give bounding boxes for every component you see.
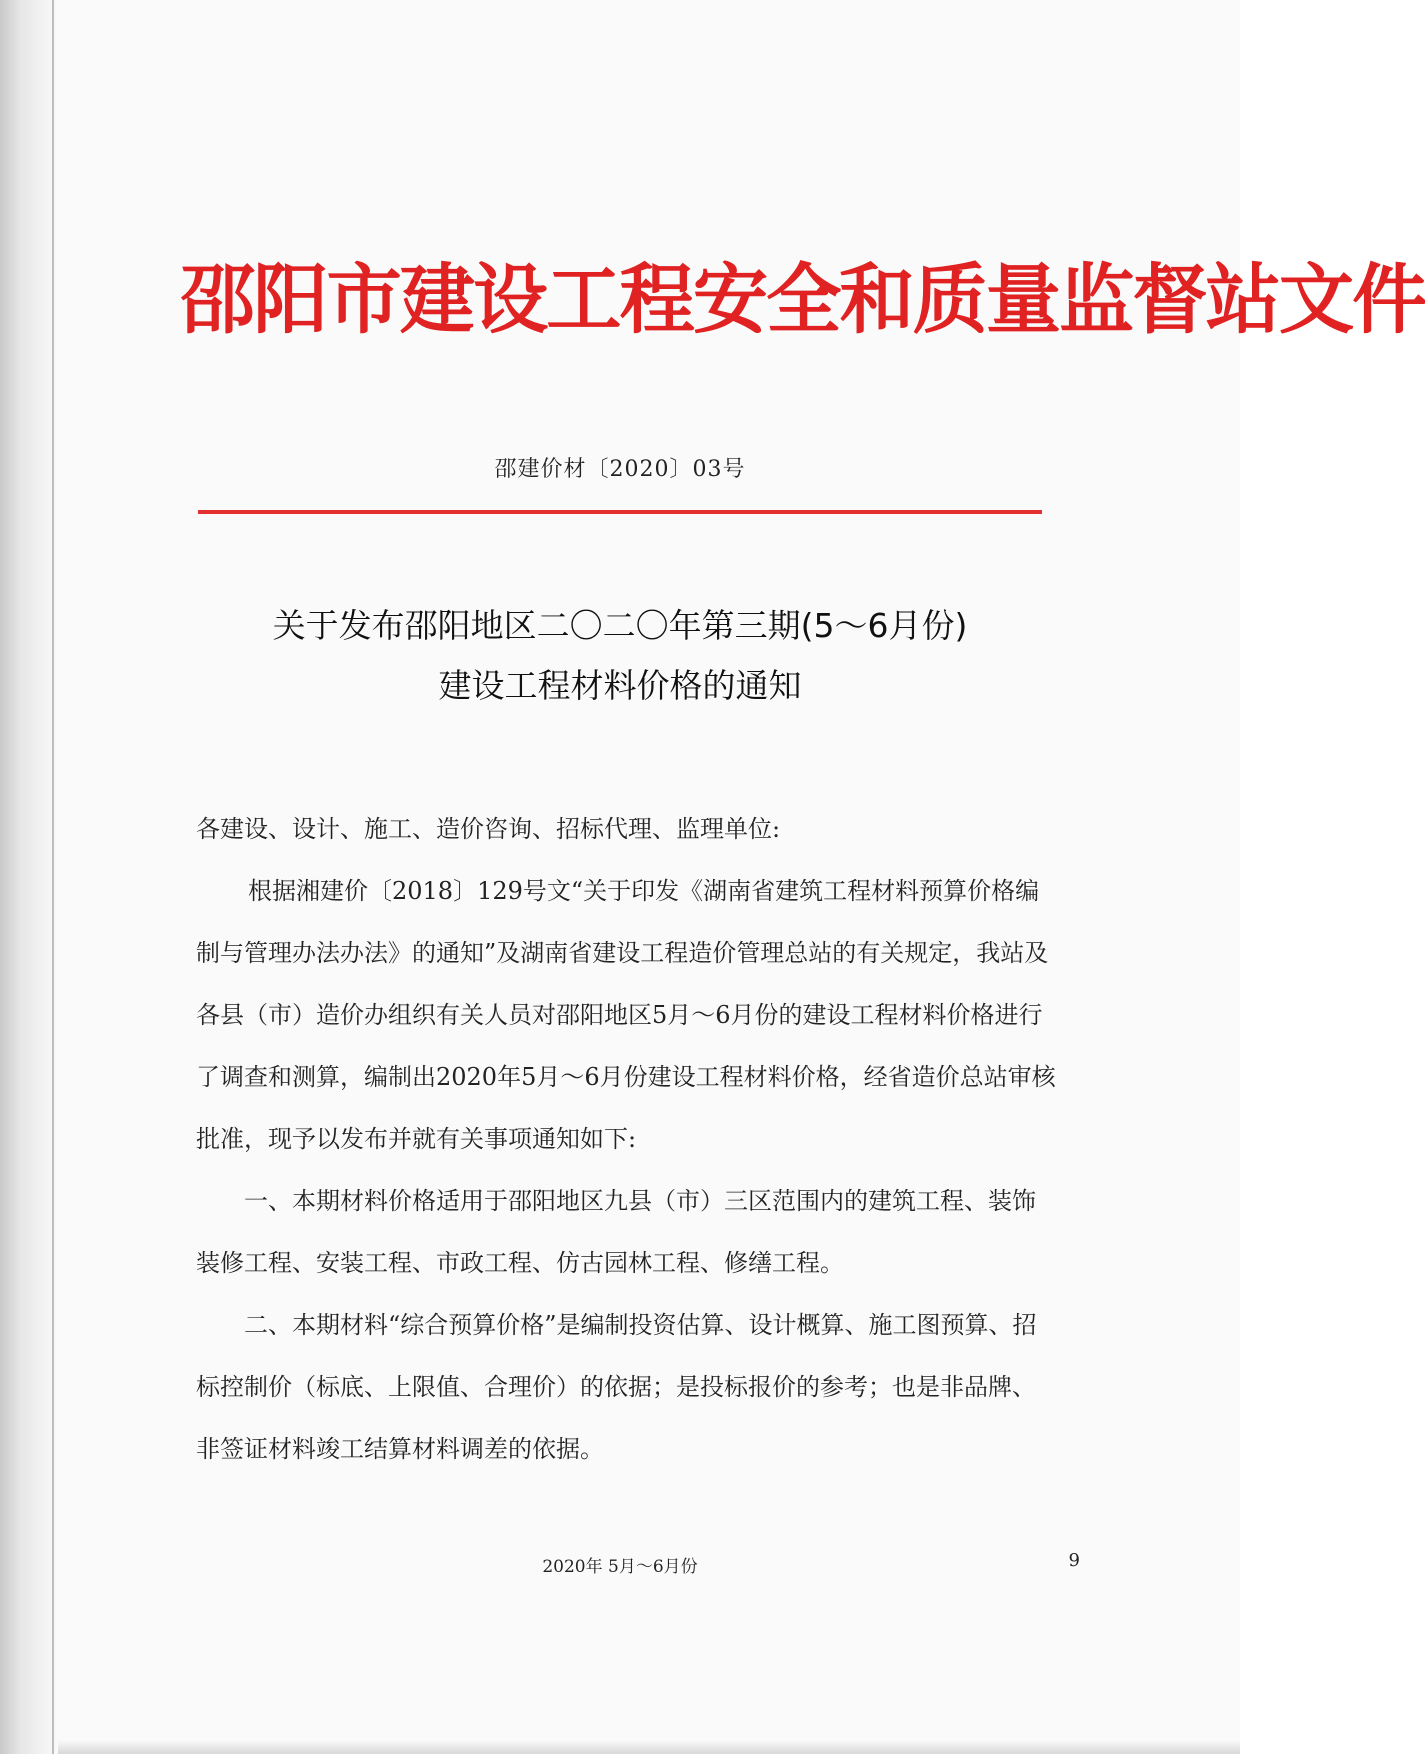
page-edge-line xyxy=(52,0,54,1754)
notice-body xyxy=(196,798,1056,1480)
paragraph-item-2: 二、本期材料“综合预算价格”是编制投资估算、设计概算、施工图预算、招标控制价（标底、上限值、合理价）的依据；是投标报价的参考；也是非品牌、非签证材料竣工结算材料调差的依据。 xyxy=(196,1311,1037,1463)
document-number: 邵建价材〔2020〕03号 xyxy=(494,457,746,482)
scan-gutter xyxy=(0,0,58,1754)
notice-title-line-1: 关于发布邵阳地区二〇二〇年第三期(5～6月份) xyxy=(272,606,968,645)
page-number: 9 xyxy=(1068,1550,1080,1571)
scan-bottom-edge xyxy=(58,1740,1240,1754)
masthead-title: 邵阳市建设工程安全和质量监督站文件 xyxy=(180,255,1425,344)
red-divider-line xyxy=(198,510,1042,514)
paragraph-intro: 根据湘建价〔2018〕129号文“关于印发《湖南省建筑工程材料预算价格编制与管理办法办法》的通知”及湖南省建设工程造价管理总站的有关规定，我站及各县（市）造价办组织有关人员对邵阳地区5月～6月份的建设工程材料价格进行了调查和测算，编制出2020年5月～6月份建设工程材料价格，经省造价总站审核批准，现予以发布并就有关事项通知如下: xyxy=(196,877,1056,1153)
paragraph-item-1: 一、本期材料价格适用于邵阳地区九县（市）三区范围内的建筑工程、装饰装修工程、安装工程、市政工程、仿古园林工程、修缮工程。 xyxy=(196,1187,1036,1277)
footer-period: 2020年 5月～6月份 xyxy=(542,1557,698,1577)
salutation: 各建设、设计、施工、造价咨询、招标代理、监理单位: xyxy=(196,815,781,843)
notice-title-line-2: 建设工程材料价格的通知 xyxy=(438,666,802,705)
